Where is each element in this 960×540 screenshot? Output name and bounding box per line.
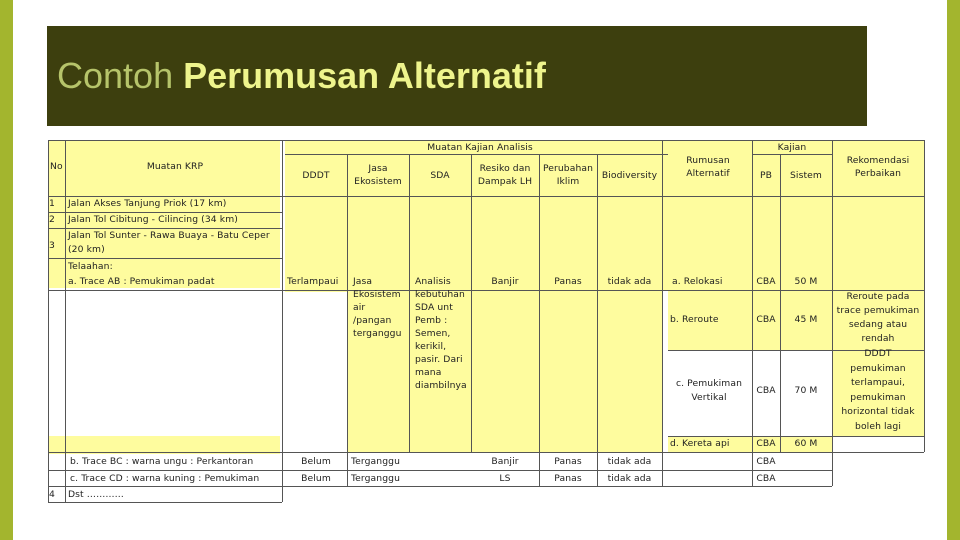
ab-sda-8: mana — [415, 367, 442, 378]
grid-line — [48, 290, 924, 291]
grid-line — [471, 154, 472, 452]
cd-dddt: Belum — [301, 473, 331, 484]
grid-line — [48, 486, 832, 487]
bio-ab-bg — [597, 268, 662, 452]
rekom-line-4: rendah — [861, 333, 895, 344]
header-rumusan-1: Rumusan — [686, 155, 730, 166]
ab-sda-4: Pemb : — [415, 315, 448, 326]
title-part-1: Contoh — [57, 55, 184, 96]
ab-jasa-5: terganggu — [353, 328, 402, 339]
alt-reroute-pb: CBA — [756, 314, 776, 325]
grid-line — [48, 502, 282, 503]
resiko-ab-bg — [471, 268, 539, 452]
alt-kereta-api: d. Kereta api — [670, 438, 730, 449]
grid-line — [597, 154, 598, 486]
grid-line — [48, 140, 49, 502]
row-number-3: 3 — [49, 240, 55, 251]
alt-kereta-pb: CBA — [756, 438, 776, 449]
rekom-line-3: sedang atau — [848, 319, 908, 330]
grid-line — [347, 154, 348, 486]
ab-jasa-4: /pangan — [353, 315, 392, 326]
header-muatan-kajian: Muatan Kajian Analisis — [427, 142, 533, 153]
alt-relokasi-sistem: 50 M — [794, 276, 818, 287]
grid-line — [48, 258, 282, 259]
grid-line — [285, 154, 668, 155]
ab-sda-6: kerikil, — [415, 341, 447, 352]
header-perubahan-2: Iklim — [556, 176, 580, 187]
header-perubahan-1: Perubahan — [542, 163, 594, 174]
ab-sda-9: diambilnya — [415, 380, 467, 391]
grid-line — [282, 140, 283, 502]
row-number-1: 1 — [49, 198, 55, 209]
header-resiko-1: Resiko dan — [479, 163, 531, 174]
rekom-line-5: DDDT — [864, 348, 892, 359]
rekom-line-6: pemukiman — [850, 363, 906, 374]
row-number-4: 4 — [49, 489, 55, 500]
trace-bc: b. Trace BC : warna ungu : Perkantoran — [70, 456, 254, 467]
alt-reroute: b. Reroute — [670, 314, 719, 325]
ab-iklim: Panas — [554, 276, 582, 287]
grid-line — [48, 470, 832, 471]
header-resiko-2: Dampak LH — [477, 176, 533, 187]
rekom-line-8: pemukiman — [850, 392, 906, 403]
cd-pb: CBA — [756, 473, 776, 484]
grid-line — [48, 212, 282, 213]
grid-line — [780, 154, 781, 452]
krp-item-1: Jalan Akses Tanjung Priok (17 km) — [68, 198, 227, 209]
ab-jasa-3: air — [353, 302, 366, 313]
bc-iklim: Panas — [554, 456, 582, 467]
grid-line — [539, 154, 540, 486]
grid-line — [48, 452, 924, 453]
header-jasa-2: Ekosistem — [354, 176, 402, 187]
ab-jasa-2: Ekosistem — [353, 289, 401, 300]
alt-kereta-sistem: 60 M — [794, 438, 818, 449]
bc-dddt: Belum — [301, 456, 331, 467]
ab-biodiversity: tidak ada — [607, 276, 652, 287]
rekom-line-9: horizontal tidak — [841, 406, 915, 417]
bc-biodiversity: tidak ada — [607, 456, 652, 467]
grid-line — [48, 196, 282, 197]
title-part-2: Perumusan Alternatif — [183, 55, 546, 96]
iklim-ab-bg — [539, 268, 597, 452]
grid-line — [48, 228, 282, 229]
header-rekom-2: Perbaikan — [854, 168, 902, 179]
header-sda: SDA — [430, 170, 450, 181]
ab-sda-5: Semen, — [415, 328, 451, 339]
alt-pemukiman-1: c. Pemukiman — [675, 378, 742, 389]
trace-ab: a. Trace AB : Pemukiman padat — [68, 276, 215, 287]
alt-pemukiman-2: Vertikal — [691, 392, 727, 403]
grid-line — [752, 140, 753, 486]
dst-text: Dst ………… — [68, 489, 124, 500]
krp-item-3b: (20 km) — [68, 244, 105, 255]
header-jasa-1: Jasa — [368, 163, 388, 174]
header-pb: PB — [759, 170, 773, 181]
alt-pemukiman-sistem: 70 M — [794, 385, 818, 396]
bc-pb: CBA — [756, 456, 776, 467]
row-number-2: 2 — [49, 214, 55, 225]
ab-sda-2: kebutuhan — [415, 289, 465, 300]
krp-item-2: Jalan Tol Cibitung - Cilincing (34 km) — [68, 214, 238, 225]
rekom-line-10: boleh lagi — [855, 421, 901, 432]
alt-pemukiman-pb: CBA — [756, 385, 776, 396]
grid-line — [65, 140, 66, 502]
grid-line — [752, 154, 832, 155]
grid-line — [409, 154, 410, 452]
alt-relokasi: a. Relokasi — [672, 276, 723, 287]
ab-jasa-1: Jasa — [353, 276, 373, 287]
header-kajian: Kajian — [777, 142, 807, 153]
grid-line — [924, 140, 925, 452]
rekom-line-7: terlampaui, — [850, 377, 906, 388]
rekom-line-1: Reroute pada — [846, 291, 910, 302]
kajian-pb-header-bg — [752, 140, 832, 268]
ab-sda-7: pasir. Dari — [415, 354, 463, 365]
krp-item-3a: Jalan Tol Sunter - Rawa Buaya - Batu Ceper — [68, 230, 270, 241]
header-no: No — [50, 161, 63, 172]
cd-iklim: Panas — [554, 473, 582, 484]
cd-biodiversity: tidak ada — [607, 473, 652, 484]
grid-line — [668, 436, 924, 437]
header-rumusan-2: Alternatif — [686, 168, 730, 179]
header-sistem: Sistem — [790, 170, 822, 181]
header-biodiversity: Biodiversity — [601, 170, 658, 181]
ab-sda-3: SDA unt — [415, 302, 453, 313]
grid-line — [662, 140, 663, 486]
trace-cd: c. Trace CD : warna kuning : Pemukiman — [70, 473, 260, 484]
alt-reroute-sistem: 45 M — [794, 314, 818, 325]
header-dddt: DDDT — [302, 170, 330, 181]
bc-resiko: Banjir — [491, 456, 519, 467]
alt-relokasi-pb: CBA — [756, 276, 776, 287]
grid-line — [282, 196, 924, 197]
header-rekom-1: Rekomendasi — [846, 155, 910, 166]
bc-jasa: Terganggu — [351, 456, 400, 467]
ab-dddt: Terlampaui — [287, 276, 339, 287]
header-muatan-krp: Muatan KRP — [146, 161, 204, 172]
cd-jasa: Terganggu — [351, 473, 400, 484]
rekom-line-2: trace pemukiman — [836, 305, 920, 316]
ab-sda-1: Analisis — [415, 276, 451, 287]
telaahan-label: Telaahan: — [68, 261, 113, 272]
cd-resiko: LS — [499, 473, 511, 484]
ab-resiko: Banjir — [491, 276, 519, 287]
grid-line — [48, 140, 924, 141]
